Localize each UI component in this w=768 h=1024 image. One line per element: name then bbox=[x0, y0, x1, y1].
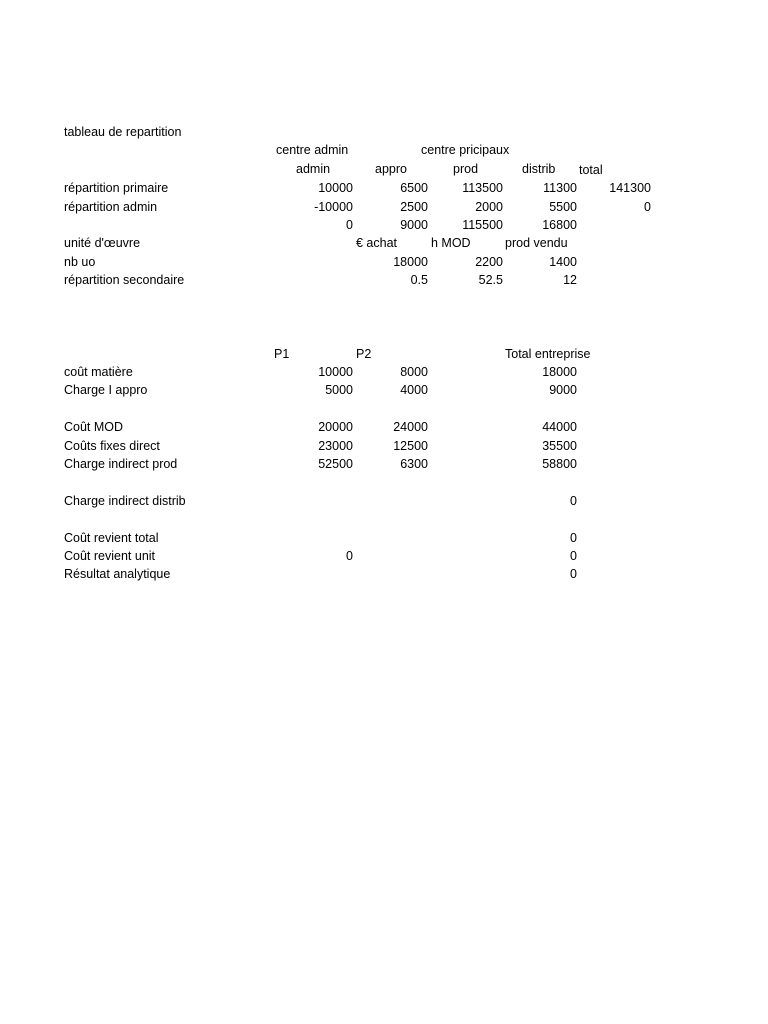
cell-primaire-distrib: 11300 bbox=[543, 181, 577, 195]
cell-sum-prod: 115500 bbox=[462, 218, 503, 232]
cell-appro-p1: 5000 bbox=[325, 383, 353, 397]
cell-uo-appro: € achat bbox=[356, 236, 398, 250]
cell-radmin-admin: -10000 bbox=[314, 200, 353, 214]
cell-radmin-total: 0 bbox=[644, 200, 651, 214]
row-label-repartition-admin: répartition admin bbox=[64, 200, 158, 214]
row-label-charge-prod: Charge indirect prod bbox=[64, 457, 178, 471]
cell-primaire-prod: 113500 bbox=[462, 181, 503, 195]
col-header-admin: admin bbox=[296, 162, 331, 176]
cell-matiere-total: 18000 bbox=[542, 365, 577, 379]
cell-sum-admin: 0 bbox=[346, 218, 353, 232]
cell-appro-total: 9000 bbox=[549, 383, 577, 397]
cell-rsec-distrib: 12 bbox=[563, 273, 577, 287]
cell-matiere-p1: 10000 bbox=[318, 365, 353, 379]
cell-rsec-prod: 52.5 bbox=[478, 273, 503, 287]
cell-nbuo-appro: 18000 bbox=[393, 255, 428, 269]
row-label-nb-uo: nb uo bbox=[64, 255, 96, 269]
row-label-cout-mod: Coût MOD bbox=[64, 420, 124, 434]
col-header-distrib: distrib bbox=[522, 162, 556, 176]
cell-chprod-total: 58800 bbox=[542, 457, 577, 471]
group-header-centre-admin: centre admin bbox=[276, 143, 349, 157]
cell-primaire-total: 141300 bbox=[609, 181, 651, 195]
row-label-repartition-primaire: répartition primaire bbox=[64, 181, 169, 195]
row-label-cout-revient-total: Coût revient total bbox=[64, 531, 159, 545]
cell-fixes-p2: 12500 bbox=[393, 439, 428, 453]
cell-fixes-total: 35500 bbox=[542, 439, 577, 453]
col-header-p1: P1 bbox=[274, 347, 290, 361]
table-title: tableau de repartition bbox=[64, 125, 182, 139]
col-header-total-entreprise: Total entreprise bbox=[505, 347, 591, 361]
cell-uo-prod: h MOD bbox=[431, 236, 471, 250]
cell-sum-appro: 9000 bbox=[400, 218, 428, 232]
row-label-charge-distrib: Charge indirect distrib bbox=[64, 494, 186, 508]
cell-nbuo-distrib: 1400 bbox=[549, 255, 577, 269]
row-label-cout-matiere: coût matière bbox=[64, 365, 133, 379]
cell-radmin-distrib: 5500 bbox=[549, 200, 577, 214]
cell-sum-distrib: 16800 bbox=[542, 218, 577, 232]
group-header-centre-principaux: centre pricipaux bbox=[421, 143, 510, 157]
row-label-cout-revient-unit: Coût revient unit bbox=[64, 549, 156, 563]
cell-nbuo-prod: 2200 bbox=[475, 255, 503, 269]
col-header-prod: prod bbox=[453, 162, 479, 176]
cell-mod-p2: 24000 bbox=[393, 420, 428, 434]
col-header-appro: appro bbox=[375, 162, 407, 176]
cell-radmin-appro: 2500 bbox=[400, 200, 428, 214]
cell-chprod-p2: 6300 bbox=[400, 457, 428, 471]
cell-radmin-prod: 2000 bbox=[475, 200, 503, 214]
col-header-total: total bbox=[579, 163, 603, 177]
cell-crunit-p1: 0 bbox=[346, 549, 353, 563]
cell-fixes-p1: 23000 bbox=[318, 439, 353, 453]
cell-uo-distrib: prod vendu bbox=[505, 236, 568, 250]
row-label-resultat-analytique: Résultat analytique bbox=[64, 567, 171, 581]
cell-primaire-appro: 6500 bbox=[400, 181, 428, 195]
cell-mod-total: 44000 bbox=[542, 420, 577, 434]
row-label-charge-appro: Charge I appro bbox=[64, 383, 148, 397]
row-label-couts-fixes: Coûts fixes direct bbox=[64, 439, 160, 453]
cell-rsec-appro: 0.5 bbox=[410, 273, 428, 287]
col-header-p2: P2 bbox=[356, 347, 372, 361]
cell-resultat-total: 0 bbox=[570, 567, 577, 581]
cell-chdistrib-total: 0 bbox=[570, 494, 577, 508]
row-label-repartition-secondaire: répartition secondaire bbox=[64, 273, 185, 287]
cell-chprod-p1: 52500 bbox=[318, 457, 353, 471]
cell-appro-p2: 4000 bbox=[400, 383, 428, 397]
row-label-unite-oeuvre: unité d'œuvre bbox=[64, 236, 141, 250]
cell-crunit-total: 0 bbox=[570, 549, 577, 563]
cell-primaire-admin: 10000 bbox=[318, 181, 353, 195]
cell-matiere-p2: 8000 bbox=[400, 365, 428, 379]
cell-mod-p1: 20000 bbox=[318, 420, 353, 434]
cell-crtotal-total: 0 bbox=[570, 531, 577, 545]
